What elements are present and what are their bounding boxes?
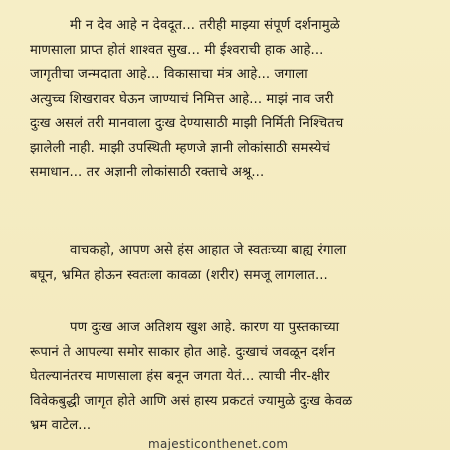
paragraph-line: दुःख असलं तरी मानवाला दुःख देण्यासाठी माझी निर्मिती निश्चितच: [30, 116, 344, 131]
paragraph-line: बघून, भ्रमित होऊन स्वतःला कावळा (शरीर) समजू लागलात...: [30, 267, 328, 283]
paragraph-line: रूपानं ते आपल्या समोर साकार होत आहे. दुःखाचं जवळून दर्शन: [30, 344, 336, 360]
paragraph-line: भ्रम वाटेल...: [30, 418, 92, 433]
paragraph-line: झालेली नाही. माझी उपस्थिती म्हणजे ज्ञानी लोकांसाठी समस्येचं: [30, 140, 330, 156]
paragraph-line: माणसाला प्राप्त होतं शाश्वत सुख... मी ईश्वराची हाक आहे...: [30, 42, 324, 58]
paragraph-line: पण दुःख आज अतिशय खुश आहे. कारण या पुस्तकाच्या: [70, 320, 340, 335]
paragraph-line: विवेकबुद्धी जागृत होते आणि असं हास्य प्रकटतं ज्यामुळे दुःख केवळ: [30, 393, 353, 409]
paragraph-line: जागृतीचा जन्मदाता आहे... विकासाचा मंत्र आहे... जगाला: [30, 67, 308, 82]
paragraph-line: अत्युच्च शिखरावर घेऊन जाण्याचं निमित्त आहे... माझं नाव जरी: [30, 91, 334, 107]
paragraph-line: समाधान... तर अज्ञानी लोकांसाठी रक्ताचे अश्रू...: [30, 165, 265, 180]
paragraph-line: वाचकहो, आपण असे हंस आहात जे स्वतःच्या बाह्य रंगाला: [70, 243, 347, 258]
paragraph-line: मी न देव आहे न देवदूत... तरीही माझ्या संपूर्ण दर्शनामुळे: [70, 18, 340, 33]
paragraph-1: [30, 14, 434, 186]
watermark: majesticonthenet.com: [148, 437, 289, 450]
paragraph-line: घेतल्यानंतरच माणसाला हंस बनून जगता येतं... त्याची नीर-क्षीर: [30, 369, 330, 384]
paragraph-3: [30, 316, 434, 439]
paragraph-2: [30, 239, 434, 288]
